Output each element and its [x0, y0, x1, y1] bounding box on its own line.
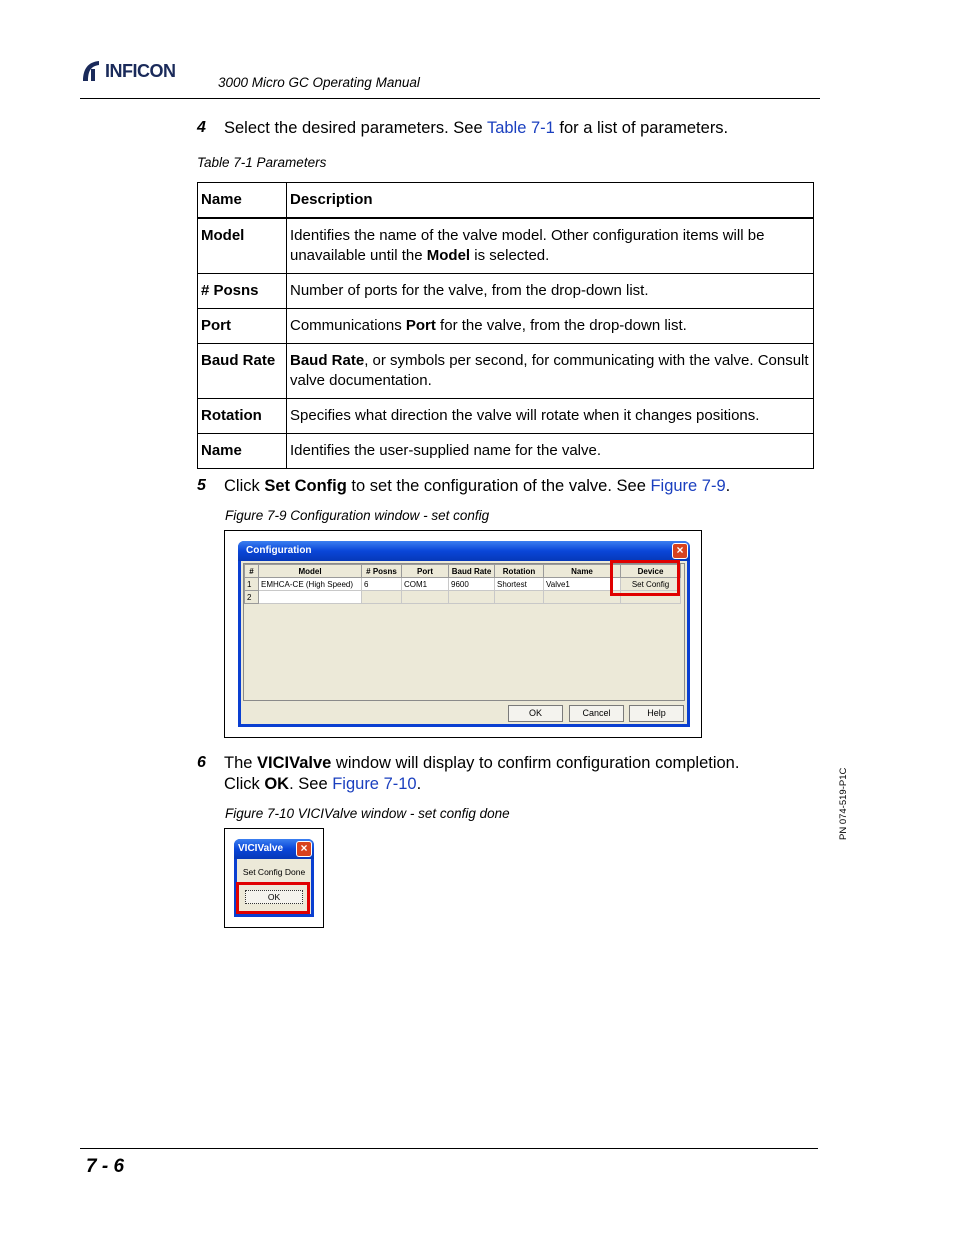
row-name: # Posns: [198, 274, 287, 309]
cell-port[interactable]: COM1: [402, 578, 449, 591]
vicivalve-titlebar: [234, 839, 314, 859]
col-posns: # Posns: [362, 565, 402, 578]
configuration-titlebar: [238, 541, 690, 561]
step-4-pre: Select the desired parameters. See: [224, 119, 487, 137]
cell-baud-rate[interactable]: 9600: [449, 578, 495, 591]
configuration-title: Configuration: [246, 545, 312, 556]
cell-name[interactable]: Valve1: [544, 578, 621, 591]
col-port: Port: [402, 565, 449, 578]
row-description: Specifies what direction the valve will rotate when it changes positions.: [287, 399, 814, 434]
ok-button[interactable]: OK: [245, 890, 303, 904]
inficon-logo: [80, 58, 176, 84]
row-description: Communications Port for the valve, from the drop-down list.: [287, 309, 814, 344]
figure-7-9-link[interactable]: Figure 7-9: [650, 477, 726, 495]
page-number: 7 - 6: [86, 1156, 125, 1177]
step-4-number: 4: [197, 119, 206, 136]
table-row: [198, 218, 814, 274]
figure-7-10-caption: Figure 7-10 VICIValve window - set config done: [225, 806, 510, 821]
table-caption: Table 7-1 Parameters: [197, 155, 327, 170]
set-config-button[interactable]: Set Config: [621, 578, 681, 591]
inficon-logo-icon: [80, 59, 102, 83]
figure-7-10-link[interactable]: Figure 7-10: [332, 775, 417, 793]
row-description: Identifies the name of the valve model. Other configuration items will be unavailable until the Model is selected.: [287, 218, 814, 274]
cell-model[interactable]: [259, 591, 362, 604]
col-rotation: Rotation: [495, 565, 544, 578]
help-button[interactable]: Help: [629, 705, 684, 722]
table-row: [198, 399, 814, 434]
col-baud-rate: Baud Rate: [449, 565, 495, 578]
row-number: 2: [245, 591, 259, 604]
figure-7-10-frame: [224, 828, 324, 928]
parameters-table: [197, 182, 814, 469]
highlight-box: [236, 882, 310, 914]
figure-7-9-caption: Figure 7-9 Configuration window - set config: [225, 508, 490, 523]
table-row: [198, 274, 814, 309]
manual-title: 3000 Micro GC Operating Manual: [218, 75, 420, 90]
row-name: Name: [198, 434, 287, 469]
cell-empty: [362, 591, 402, 604]
row-number: 1: [245, 578, 259, 591]
set-config-done-message: Set Config Done: [242, 867, 306, 877]
part-number: PN 074-519-P1C: [838, 767, 849, 840]
table-row: [198, 309, 814, 344]
row-name: Rotation: [198, 399, 287, 434]
table-7-1-link[interactable]: Table 7-1: [486, 119, 555, 137]
row-description: Identifies the user-supplied name for the valve.: [287, 434, 814, 469]
row-name: Port: [198, 309, 287, 344]
cell-model[interactable]: EMHCA-CE (High Speed): [259, 578, 362, 591]
cell-posns[interactable]: 6: [362, 578, 402, 591]
col-model: Model: [259, 565, 362, 578]
header-name: Name: [198, 183, 287, 219]
figure-7-9-frame: [224, 530, 702, 738]
step-4-post: for a list of parameters.: [554, 119, 729, 137]
col-device: Device: [621, 565, 681, 578]
header-description: Description: [287, 183, 814, 219]
row-name: Baud Rate: [198, 344, 287, 399]
cell-empty: [449, 591, 495, 604]
row-description: Baud Rate, or symbols per second, for communicating with the valve. Consult valve documentation.: [287, 344, 814, 399]
cell-empty: [402, 591, 449, 604]
close-icon[interactable]: ×: [672, 543, 688, 559]
footer-rule: [80, 1148, 818, 1149]
col-name: Name: [544, 565, 621, 578]
header-rule: [80, 98, 820, 99]
close-icon[interactable]: ×: [296, 841, 312, 857]
cell-empty: [544, 591, 621, 604]
table-header-row: [198, 183, 814, 219]
step-5-number: 5: [197, 477, 206, 494]
vicivalve-title: VICIValve: [238, 843, 284, 854]
logo-text: INFICON: [105, 60, 176, 81]
cell-rotation[interactable]: Shortest: [495, 578, 544, 591]
step-5-text: Click Set Config to set the configuration of the valve. See Figure 7-9.: [224, 477, 731, 495]
ok-button[interactable]: OK: [508, 705, 563, 722]
step-6-text: The VICIValve window will display to confirm configuration completion. Click OK. See Figure 7-10.: [224, 754, 740, 793]
step-4-text: [224, 118, 728, 139]
highlight-box: [610, 560, 680, 596]
table-row: [198, 344, 814, 399]
col-num: #: [245, 565, 259, 578]
row-description: Number of ports for the valve, from the drop-down list.: [287, 274, 814, 309]
cell-empty: [495, 591, 544, 604]
row-name: Model: [198, 218, 287, 274]
table-row: [198, 434, 814, 469]
step-6-number: 6: [197, 754, 206, 771]
cancel-button[interactable]: Cancel: [569, 705, 624, 722]
